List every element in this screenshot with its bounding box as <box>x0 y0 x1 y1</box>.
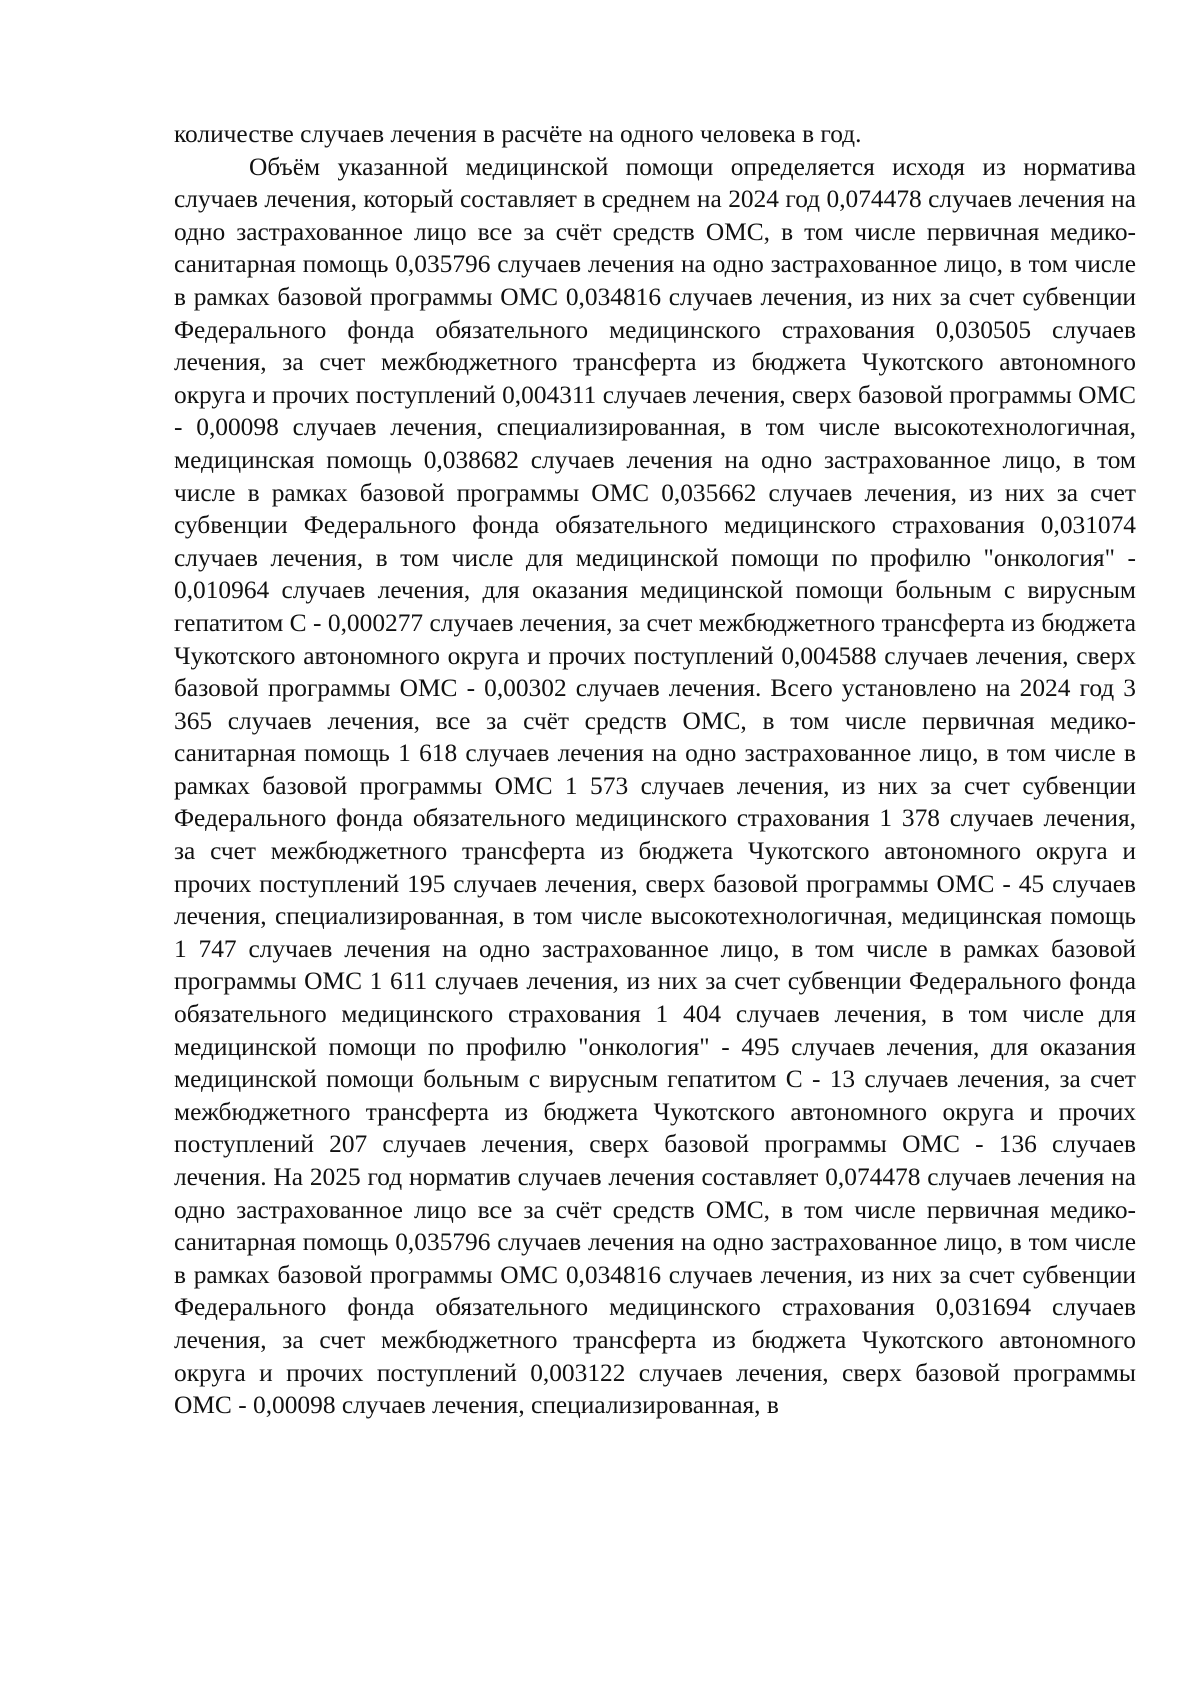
paragraph-continuation: количестве случаев лечения в расчёте на одного человека в год. <box>174 120 862 148</box>
paragraph-treatment-volume: Объём указанной медицинской помощи определяется исходя из норматива случаев лечения, который составляет в среднем на 2024 год 0,074478 случаев лечения на одно застрахованное лицо все за счёт средств ОМС, в том числе первичная медико-санитарная помощь 0,035796 случаев лечения на одно застрахованное лицо, в том числе в рамках базовой программы ОМС 0,034816 случаев лечения, из них за счет субвенции Федерального фонда обязательного медицинского страхования 0,030505 случаев лечения, за счет межбюджетного трансферта из бюджета Чукотского автономного округа и прочих поступлений 0,004311 случаев лечения, сверх базовой программы ОМС - 0,00098 случаев лечения, специализированная, в том числе высокотехнологичная, медицинская помощь 0,038682 случаев лечения на одно застрахованное лицо, в том числе в рамках базовой программы ОМС 0,035662 случаев лечения, из них за счет субвенции Федерального фонда обязательного медицинского страхования 0,031074 случаев лечения, в том числе для медицинской помощи по профилю "онкология" - 0,010964 случаев лечения, для оказания медицинской помощи больным с вирусным гепатитом С - 0,000277 случаев лечения, за счет межбюджетного трансферта из бюджета Чукотского автономного округа и прочих поступлений 0,004588 случаев лечения, сверх базовой программы ОМС - 0,00302 случаев лечения. Всего установлено на 2024 год 3 365 случаев лечения, все за счёт средств ОМС, в том числе первичная медико-санитарная помощь 1 618 случаев лечения на одно застрахованное лицо, в том числе в рамках базовой программы ОМС 1 573 случаев лечения, из них за счет субвенции Федерального фонда обязательного медицинского страхования 1 378 случаев лечения, за счет межбюджетного трансферта из бюджета Чукотского автономного округа и прочих поступлений 195 случаев лечения, сверх базовой программы ОМС - 45 случаев лечения, специализированная, в том числе высокотехнологичная, медицинская помощь 1 747 случаев лечения на одно застрахованное лицо, в том числе в рамках базовой программы ОМС 1 611 случаев лечения, из них за счет субвенции Федерального фонда обязательного медицинского страхования 1 404 случаев лечения, в том числе для медицинской помощи по профилю "онкология" - 495 случаев лечения, для оказания медицинской помощи больным с вирусным гепатитом С - 13 случаев лечения, за счет межбюджетного трансферта из бюджета Чукотского автономного округа и прочих поступлений 207 случаев лечения, сверх базовой программы ОМС - 136 случаев лечения. На 2025 год норматив случаев лечения составляет 0,074478 случаев лечения на одно застрахованное лицо все за счёт средств ОМС, в том числе первичная медико-санитарная помощь 0,035796 случаев лечения на одно застрахованное лицо, в том числе в рамках базовой программы ОМС 0,034816 случаев лечения, из них за счет субвенции Федерального фонда обязательного медицинского страхования 0,031694 случаев лечения, за счет межбюджетного трансферта из бюджета Чукотского автономного округа и прочих поступлений 0,003122 случаев лечения, сверх базовой программы ОМС - 0,00098 случаев лечения, специализированная, в <box>174 152 1136 1420</box>
document-body <box>174 118 1136 1422</box>
